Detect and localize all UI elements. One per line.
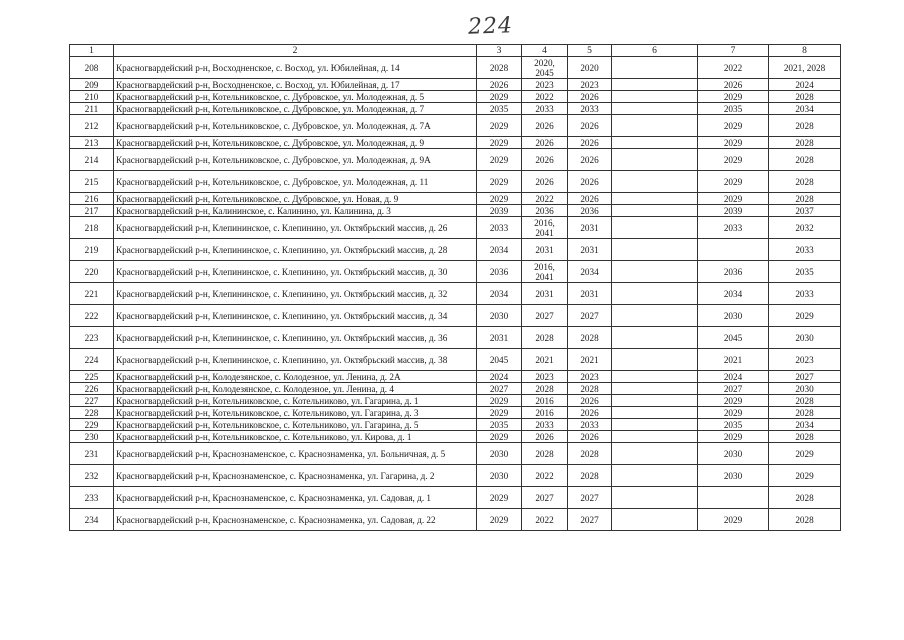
col6-cell [612, 91, 698, 103]
col7-cell: 2034 [698, 283, 769, 305]
registry-table [69, 44, 841, 531]
col6-cell [612, 217, 698, 239]
col7-cell: 2021 [698, 349, 769, 371]
col8-cell: 2028 [769, 171, 841, 193]
col8-cell: 2032 [769, 217, 841, 239]
address-cell: Красногвардейский р-н, Клепининское, с. Клепинино, ул. Октябрьский массив, д. 30 [114, 261, 477, 283]
col5-cell: 2020 [568, 57, 612, 79]
col8-cell: 2035 [769, 261, 841, 283]
col4-cell: 2028 [522, 383, 568, 395]
row-number: 221 [70, 283, 114, 305]
col7-cell: 2029 [698, 149, 769, 171]
address-cell: Красногвардейский р-н, Котельниковское, с. Дубровское, ул. Молодежная, д. 11 [114, 171, 477, 193]
col6-cell [612, 487, 698, 509]
col7-cell: 2029 [698, 137, 769, 149]
col7-cell [698, 239, 769, 261]
col5-cell: 2023 [568, 79, 612, 91]
col5-cell: 2033 [568, 419, 612, 431]
row-number: 230 [70, 431, 114, 443]
address-cell: Красногвардейский р-н, Котельниковское, с. Дубровское, ул. Молодежная, д. 7А [114, 115, 477, 137]
table-row [70, 395, 841, 407]
col7-cell: 2045 [698, 327, 769, 349]
col7-cell: 2030 [698, 465, 769, 487]
col3-cell: 2029 [477, 137, 522, 149]
col3-cell: 2035 [477, 419, 522, 431]
col3-cell: 2045 [477, 349, 522, 371]
col4-cell: 2016, 2041 [522, 217, 568, 239]
col4-cell: 2027 [522, 487, 568, 509]
col4-cell: 2023 [522, 371, 568, 383]
col7-cell: 2022 [698, 57, 769, 79]
col4-cell: 2016 [522, 395, 568, 407]
address-cell: Красногвардейский р-н, Котельниковское, с. Дубровское, ул. Молодежная, д. 9 [114, 137, 477, 149]
row-number: 233 [70, 487, 114, 509]
col3-cell: 2029 [477, 171, 522, 193]
col7-cell: 2029 [698, 395, 769, 407]
col8-cell: 2029 [769, 305, 841, 327]
col7-cell [698, 487, 769, 509]
row-number: 217 [70, 205, 114, 217]
col8-cell: 2028 [769, 395, 841, 407]
col6-cell [612, 395, 698, 407]
col6-cell [612, 465, 698, 487]
row-number: 219 [70, 239, 114, 261]
col6-cell [612, 149, 698, 171]
col8-cell: 2033 [769, 283, 841, 305]
row-number: 208 [70, 57, 114, 79]
col6-cell [612, 371, 698, 383]
table-row [70, 261, 841, 283]
table-row [70, 171, 841, 193]
row-number: 220 [70, 261, 114, 283]
col4-cell: 2026 [522, 137, 568, 149]
col6-cell [612, 79, 698, 91]
col6-cell [612, 239, 698, 261]
col4-cell: 2022 [522, 91, 568, 103]
col8-cell: 2028 [769, 431, 841, 443]
row-number: 234 [70, 509, 114, 531]
col8-cell: 2030 [769, 383, 841, 395]
col8-cell: 2037 [769, 205, 841, 217]
col6-cell [612, 103, 698, 115]
row-number: 229 [70, 419, 114, 431]
col5-cell: 2034 [568, 261, 612, 283]
col4-cell: 2031 [522, 283, 568, 305]
row-number: 211 [70, 103, 114, 115]
col4-cell: 2026 [522, 431, 568, 443]
col8-cell: 2028 [769, 509, 841, 531]
col5-cell: 2026 [568, 407, 612, 419]
row-number: 228 [70, 407, 114, 419]
col7-cell: 2029 [698, 509, 769, 531]
row-number: 218 [70, 217, 114, 239]
row-number: 227 [70, 395, 114, 407]
col-header-2: 2 [114, 45, 477, 57]
col3-cell: 2034 [477, 239, 522, 261]
table-row [70, 91, 841, 103]
row-number: 209 [70, 79, 114, 91]
col8-cell: 2030 [769, 327, 841, 349]
col5-cell: 2031 [568, 239, 612, 261]
col-header-4: 4 [522, 45, 568, 57]
address-cell: Красногвардейский р-н, Краснознаменское, с. Краснознаменка, ул. Больничная, д. 5 [114, 443, 477, 465]
address-cell: Красногвардейский р-н, Клепининское, с. Клепинино, ул. Октябрьский массив, д. 28 [114, 239, 477, 261]
col6-cell [612, 283, 698, 305]
col3-cell: 2029 [477, 407, 522, 419]
col7-cell: 2029 [698, 407, 769, 419]
col7-cell: 2026 [698, 79, 769, 91]
col4-cell: 2028 [522, 327, 568, 349]
col5-cell: 2027 [568, 305, 612, 327]
col8-cell: 2028 [769, 193, 841, 205]
col8-cell: 2034 [769, 419, 841, 431]
address-cell: Красногвардейский р-н, Клепининское, с. Клепинино, ул. Октябрьский массив, д. 26 [114, 217, 477, 239]
row-number: 231 [70, 443, 114, 465]
table-row [70, 371, 841, 383]
col4-cell: 2036 [522, 205, 568, 217]
table-row [70, 407, 841, 419]
col4-cell: 2020, 2045 [522, 57, 568, 79]
col6-cell [612, 193, 698, 205]
col8-cell: 2028 [769, 149, 841, 171]
col5-cell: 2021 [568, 349, 612, 371]
col-header-1: 1 [70, 45, 114, 57]
col5-cell: 2026 [568, 149, 612, 171]
col4-cell: 2023 [522, 79, 568, 91]
col5-cell: 2026 [568, 193, 612, 205]
address-cell: Красногвардейский р-н, Котельниковское, с. Котельниково, ул. Гагарина, д. 3 [114, 407, 477, 419]
col6-cell [612, 261, 698, 283]
col-header-8: 8 [769, 45, 841, 57]
table-row [70, 217, 841, 239]
table-row [70, 487, 841, 509]
col3-cell: 2026 [477, 79, 522, 91]
col6-cell [612, 407, 698, 419]
col4-cell: 2016 [522, 407, 568, 419]
table-row [70, 115, 841, 137]
col3-cell: 2029 [477, 509, 522, 531]
header-row [70, 45, 841, 57]
col7-cell: 2029 [698, 171, 769, 193]
col5-cell: 2026 [568, 171, 612, 193]
table-row [70, 443, 841, 465]
col3-cell: 2027 [477, 383, 522, 395]
col3-cell: 2029 [477, 193, 522, 205]
table-row [70, 79, 841, 91]
address-cell: Красногвардейский р-н, Восходненское, с. Восход, ул. Юбилейная, д. 17 [114, 79, 477, 91]
address-cell: Красногвардейский р-н, Восходненское, с. Восход, ул. Юбилейная, д. 14 [114, 57, 477, 79]
col4-cell: 2027 [522, 305, 568, 327]
col3-cell: 2030 [477, 465, 522, 487]
col5-cell: 2026 [568, 395, 612, 407]
col3-cell: 2029 [477, 115, 522, 137]
col4-cell: 2033 [522, 103, 568, 115]
col6-cell [612, 57, 698, 79]
address-cell: Красногвардейский р-н, Котельниковское, с. Дубровское, ул. Молодежная, д. 9А [114, 149, 477, 171]
col8-cell: 2034 [769, 103, 841, 115]
col4-cell: 2026 [522, 171, 568, 193]
table-row [70, 465, 841, 487]
col3-cell: 2034 [477, 283, 522, 305]
col5-cell: 2028 [568, 327, 612, 349]
address-cell: Красногвардейский р-н, Клепининское, с. Клепинино, ул. Октябрьский массив, д. 34 [114, 305, 477, 327]
col7-cell: 2035 [698, 103, 769, 115]
col6-cell [612, 419, 698, 431]
col6-cell [612, 383, 698, 395]
col7-cell: 2029 [698, 91, 769, 103]
table-row [70, 509, 841, 531]
col8-cell: 2028 [769, 115, 841, 137]
col7-cell: 2024 [698, 371, 769, 383]
col5-cell: 2027 [568, 509, 612, 531]
col6-cell [612, 443, 698, 465]
table-row [70, 419, 841, 431]
col3-cell: 2036 [477, 261, 522, 283]
col7-cell: 2029 [698, 193, 769, 205]
col3-cell: 2035 [477, 103, 522, 115]
col4-cell: 2028 [522, 443, 568, 465]
col7-cell: 2029 [698, 115, 769, 137]
col8-cell: 2028 [769, 407, 841, 419]
col5-cell: 2031 [568, 283, 612, 305]
row-number: 215 [70, 171, 114, 193]
address-cell: Красногвардейский р-н, Клепининское, с. Клепинино, ул. Октябрьский массив, д. 32 [114, 283, 477, 305]
row-number: 222 [70, 305, 114, 327]
col4-cell: 2016, 2041 [522, 261, 568, 283]
col4-cell: 2021 [522, 349, 568, 371]
col-header-7: 7 [698, 45, 769, 57]
table-row [70, 383, 841, 395]
address-cell: Красногвардейский р-н, Колодезянское, с. Колодезное, ул. Ленина, д. 4 [114, 383, 477, 395]
col7-cell: 2033 [698, 217, 769, 239]
col5-cell: 2033 [568, 103, 612, 115]
address-cell: Красногвардейский р-н, Краснознаменское, с. Краснознаменка, ул. Гагарина, д. 2 [114, 465, 477, 487]
table-row [70, 149, 841, 171]
row-number: 225 [70, 371, 114, 383]
col5-cell: 2026 [568, 137, 612, 149]
col5-cell: 2026 [568, 91, 612, 103]
col8-cell: 2027 [769, 371, 841, 383]
address-cell: Красногвардейский р-н, Котельниковское, с. Котельниково, ул. Гагарина, д. 5 [114, 419, 477, 431]
address-cell: Красногвардейский р-н, Котельниковское, с. Котельниково, ул. Гагарина, д. 1 [114, 395, 477, 407]
col5-cell: 2027 [568, 487, 612, 509]
page-number: 224 [467, 13, 514, 40]
col5-cell: 2026 [568, 115, 612, 137]
table-row [70, 205, 841, 217]
table-row [70, 327, 841, 349]
col5-cell: 2036 [568, 205, 612, 217]
address-cell: Красногвардейский р-н, Колодезянское, с. Колодезное, ул. Ленина, д. 2А [114, 371, 477, 383]
col4-cell: 2033 [522, 419, 568, 431]
row-number: 226 [70, 383, 114, 395]
col6-cell [612, 327, 698, 349]
table-row [70, 349, 841, 371]
col3-cell: 2029 [477, 149, 522, 171]
address-cell: Красногвардейский р-н, Краснознаменское, с. Краснознаменка, ул. Садовая, д. 22 [114, 509, 477, 531]
col8-cell: 2028 [769, 137, 841, 149]
row-number: 210 [70, 91, 114, 103]
table-row [70, 283, 841, 305]
col7-cell: 2029 [698, 431, 769, 443]
row-number: 223 [70, 327, 114, 349]
col5-cell: 2028 [568, 383, 612, 395]
row-number: 216 [70, 193, 114, 205]
col7-cell: 2036 [698, 261, 769, 283]
address-cell: Красногвардейский р-н, Калининское, с. Калинино, ул. Калинина, д. 3 [114, 205, 477, 217]
col5-cell: 2026 [568, 431, 612, 443]
table-row [70, 193, 841, 205]
col3-cell: 2024 [477, 371, 522, 383]
row-number: 232 [70, 465, 114, 487]
col5-cell: 2031 [568, 217, 612, 239]
address-cell: Красногвардейский р-н, Клепининское, с. Клепинино, ул. Октябрьский массив, д. 36 [114, 327, 477, 349]
col4-cell: 2026 [522, 115, 568, 137]
col5-cell: 2023 [568, 371, 612, 383]
col3-cell: 2030 [477, 305, 522, 327]
address-cell: Красногвардейский р-н, Котельниковское, с. Дубровское, ул. Новая, д. 9 [114, 193, 477, 205]
col7-cell: 2030 [698, 305, 769, 327]
col5-cell: 2028 [568, 443, 612, 465]
col8-cell: 2023 [769, 349, 841, 371]
col3-cell: 2029 [477, 395, 522, 407]
col6-cell [612, 509, 698, 531]
table-row [70, 431, 841, 443]
table-row [70, 305, 841, 327]
col3-cell: 2029 [477, 91, 522, 103]
col7-cell: 2030 [698, 443, 769, 465]
col7-cell: 2039 [698, 205, 769, 217]
col-header-3: 3 [477, 45, 522, 57]
address-cell: Красногвардейский р-н, Котельниковское, с. Дубровское, ул. Молодежная, д. 5 [114, 91, 477, 103]
col3-cell: 2029 [477, 431, 522, 443]
col8-cell: 2029 [769, 465, 841, 487]
col6-cell [612, 171, 698, 193]
col-header-5: 5 [568, 45, 612, 57]
col8-cell: 2021, 2028 [769, 57, 841, 79]
col6-cell [612, 431, 698, 443]
col4-cell: 2031 [522, 239, 568, 261]
col-header-6: 6 [612, 45, 698, 57]
address-cell: Красногвардейский р-н, Котельниковское, с. Дубровское, ул. Молодежная, д. 7 [114, 103, 477, 115]
col8-cell: 2028 [769, 487, 841, 509]
table-row [70, 239, 841, 261]
col6-cell [612, 205, 698, 217]
col6-cell [612, 115, 698, 137]
col8-cell: 2028 [769, 91, 841, 103]
col7-cell: 2035 [698, 419, 769, 431]
col3-cell: 2039 [477, 205, 522, 217]
row-number: 212 [70, 115, 114, 137]
col3-cell: 2033 [477, 217, 522, 239]
col3-cell: 2031 [477, 327, 522, 349]
col8-cell: 2029 [769, 443, 841, 465]
address-cell: Красногвардейский р-н, Клепининское, с. Клепинино, ул. Октябрьский массив, д. 38 [114, 349, 477, 371]
col8-cell: 2024 [769, 79, 841, 91]
col4-cell: 2022 [522, 465, 568, 487]
address-cell: Красногвардейский р-н, Краснознаменское, с. Краснознаменка, ул. Садовая, д. 1 [114, 487, 477, 509]
table-row [70, 57, 841, 79]
col6-cell [612, 305, 698, 327]
col5-cell: 2028 [568, 465, 612, 487]
col4-cell: 2022 [522, 509, 568, 531]
address-cell: Красногвардейский р-н, Котельниковское, с. Котельниково, ул. Кирова, д. 1 [114, 431, 477, 443]
col7-cell: 2027 [698, 383, 769, 395]
col6-cell [612, 137, 698, 149]
table-row [70, 137, 841, 149]
col4-cell: 2022 [522, 193, 568, 205]
row-number: 213 [70, 137, 114, 149]
col6-cell [612, 349, 698, 371]
col4-cell: 2026 [522, 149, 568, 171]
col8-cell: 2033 [769, 239, 841, 261]
row-number: 224 [70, 349, 114, 371]
row-number: 214 [70, 149, 114, 171]
col3-cell: 2028 [477, 57, 522, 79]
col3-cell: 2029 [477, 487, 522, 509]
table-row [70, 103, 841, 115]
col3-cell: 2030 [477, 443, 522, 465]
